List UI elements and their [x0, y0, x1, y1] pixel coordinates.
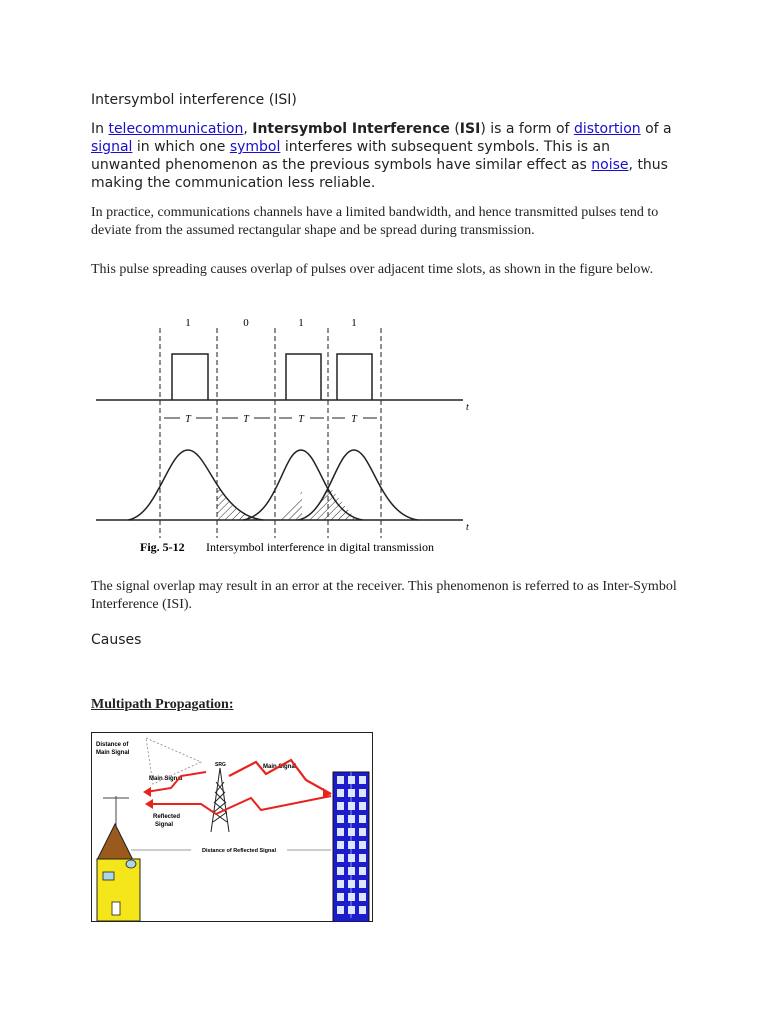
building-window	[348, 841, 355, 849]
bandwidth-paragraph: In practice, communications channels have a limited bandwidth, and hence transmitted pulses tend to deviate from the assumed rectangular shape and be spread during transmission.	[91, 205, 659, 238]
isi-abbr: ISI	[459, 121, 481, 137]
building-window	[337, 854, 344, 862]
building-window	[348, 789, 355, 797]
building-window	[337, 906, 344, 914]
intro-text: ) is a form of	[480, 121, 574, 137]
building-window	[359, 854, 366, 862]
figure-caption-text: Intersymbol interference in digital transmission	[206, 540, 434, 554]
main-signal-label: Main Signal	[263, 764, 297, 770]
building-window	[359, 776, 366, 784]
house-round-window	[126, 860, 136, 868]
building-window	[359, 880, 366, 888]
reflected-signal-label: Reflected	[153, 814, 181, 820]
intro-text: ,	[243, 121, 253, 137]
multipath-heading	[91, 697, 681, 713]
building-window	[348, 776, 355, 784]
intro-text: , thus making the communication less reliable.	[91, 157, 668, 191]
bit-label: 1	[185, 317, 191, 329]
bit-label: 0	[243, 317, 249, 329]
building-window	[337, 776, 344, 784]
noise-link[interactable]: noise	[591, 157, 629, 173]
pulse-spreading-paragraph: This pulse spreading causes overlap of pulses over adjacent time slots, as shown in the figure below.	[91, 262, 654, 277]
signal-overlap-paragraph: The signal overlap may result in an error at the receiver. This phenomenon is referred to as Inter-Symbol Interference (ISI).	[91, 579, 677, 612]
main-signal-label: Main Signal	[149, 776, 183, 782]
building-window	[337, 789, 344, 797]
causes-heading: Causes	[91, 632, 142, 648]
building-window	[359, 867, 366, 875]
intro-paragraph	[91, 120, 681, 192]
building-window	[348, 828, 355, 836]
building-window	[359, 815, 366, 823]
building-windows	[337, 776, 366, 914]
intro-text: (	[449, 121, 460, 137]
building-window	[337, 893, 344, 901]
slot-boundaries	[160, 328, 381, 538]
figure-caption-number: Fig. 5-12	[140, 540, 185, 554]
building-window	[337, 867, 344, 875]
intro-text: in which one	[132, 139, 230, 155]
bit-label: 1	[298, 317, 304, 329]
distance-main-label: Main Signal	[96, 750, 130, 756]
isi-term: Intersymbol Interference	[252, 121, 450, 137]
building-window	[359, 906, 366, 914]
building-window	[359, 802, 366, 810]
slot-t-label: T	[298, 414, 304, 425]
house-window	[103, 872, 114, 880]
building-window	[348, 867, 355, 875]
telecommunication-link[interactable]: telecommunication	[108, 121, 244, 137]
building-window	[337, 815, 344, 823]
spread-pulses	[128, 450, 418, 520]
reflected-signal-label: Signal	[155, 822, 174, 828]
intro-text: In	[91, 121, 109, 137]
multipath-heading-text: Multipath Propagation	[91, 697, 229, 712]
building-window	[348, 880, 355, 888]
symbol-link[interactable]: symbol	[229, 139, 281, 155]
rectangular-pulses	[172, 354, 372, 400]
building-window	[359, 828, 366, 836]
signal-link[interactable]: signal	[91, 139, 133, 155]
building-window	[359, 841, 366, 849]
overlap-region	[217, 485, 258, 520]
building-window	[348, 802, 355, 810]
tower-label: SRG	[215, 762, 226, 768]
multipath-diagram	[91, 732, 373, 922]
building-window	[348, 815, 355, 823]
slot-t-label: T	[185, 414, 191, 425]
top-axis-label: t	[466, 402, 469, 413]
distance-main-label: Distance of	[96, 742, 129, 748]
slot-t-label: T	[243, 414, 249, 425]
building-window	[337, 828, 344, 836]
distortion-link[interactable]: distortion	[573, 121, 641, 137]
building-window	[359, 789, 366, 797]
intro-text: interferes with subsequent symbols. This is an unwanted phenomenon as the previous symbols have similar effect as	[91, 139, 611, 173]
building-window	[348, 854, 355, 862]
multipath-heading-colon: :	[228, 697, 234, 712]
slot-t-label: T	[351, 414, 357, 425]
intro-text: of a	[640, 121, 672, 137]
building-window	[348, 893, 355, 901]
building-window	[359, 893, 366, 901]
page-title: Intersymbol interference (ISI)	[91, 92, 297, 108]
house-door	[112, 902, 120, 915]
overlap-region	[275, 490, 302, 520]
isi-figure	[88, 310, 478, 560]
building-window	[337, 880, 344, 888]
reflected-distance-label: Distance of Reflected Signal	[202, 848, 276, 854]
bit-label: 1	[351, 317, 357, 329]
building-window	[337, 802, 344, 810]
building-window	[337, 841, 344, 849]
building-window	[348, 906, 355, 914]
bottom-axis-label: t	[466, 522, 469, 533]
